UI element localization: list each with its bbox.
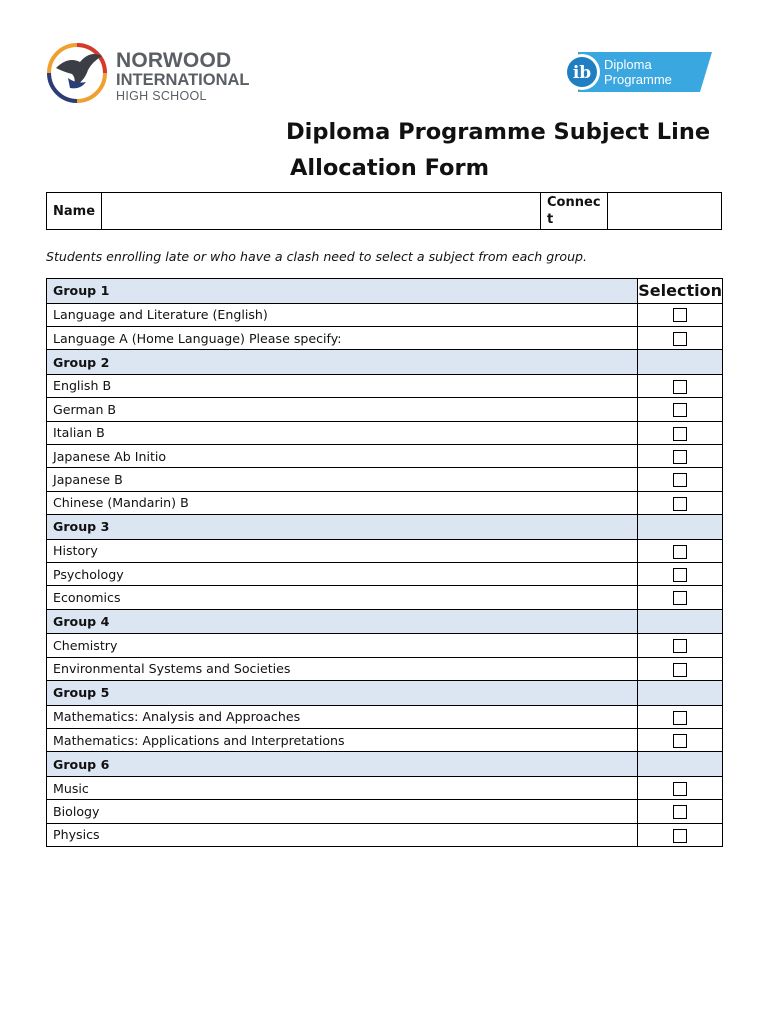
group-name: Group 5 bbox=[47, 681, 638, 706]
school-logo bbox=[46, 42, 256, 106]
selection-cell bbox=[638, 634, 723, 657]
selection-cell bbox=[638, 303, 723, 326]
group-selection-cell bbox=[638, 609, 723, 634]
subject-row bbox=[47, 705, 723, 728]
subject-name: Japanese Ab Initio bbox=[47, 444, 638, 467]
group-header-row bbox=[47, 279, 723, 304]
connect-label bbox=[541, 193, 608, 230]
subject-checkbox[interactable] bbox=[673, 663, 687, 677]
subject-row bbox=[47, 728, 723, 751]
subject-checkbox[interactable] bbox=[673, 568, 687, 582]
subject-row bbox=[47, 421, 723, 444]
selection-cell bbox=[638, 326, 723, 349]
selection-cell bbox=[638, 586, 723, 609]
selection-cell bbox=[638, 563, 723, 586]
group-selection-cell bbox=[638, 515, 723, 540]
subject-checkbox[interactable] bbox=[673, 829, 687, 843]
subject-row bbox=[47, 444, 723, 467]
school-name-line3: HIGH SCHOOL bbox=[116, 88, 207, 103]
subject-checkbox[interactable] bbox=[673, 711, 687, 725]
school-name-line1: NORWOOD bbox=[116, 49, 232, 72]
subject-name: Chinese (Mandarin) B bbox=[47, 491, 638, 514]
title-line2: Allocation Form bbox=[290, 155, 490, 181]
group-name: Group 4 bbox=[47, 609, 638, 634]
ib-logo-line2: Programme bbox=[604, 72, 672, 87]
subject-checkbox[interactable] bbox=[673, 308, 687, 322]
subject-name: Biology bbox=[47, 800, 638, 823]
group-header-row bbox=[47, 350, 723, 375]
group-selection-cell bbox=[638, 681, 723, 706]
group-header-row bbox=[47, 681, 723, 706]
subject-checkbox[interactable] bbox=[673, 591, 687, 605]
group-name: Group 6 bbox=[47, 752, 638, 777]
connect-label-line2: t bbox=[547, 212, 554, 227]
selection-cell bbox=[638, 468, 723, 491]
selection-cell bbox=[638, 823, 723, 846]
selection-cell bbox=[638, 374, 723, 397]
school-name-line2: INTERNATIONAL bbox=[116, 71, 250, 89]
selection-cell bbox=[638, 444, 723, 467]
group-header-row bbox=[47, 752, 723, 777]
subject-checkbox[interactable] bbox=[673, 639, 687, 653]
selection-column-header: Selection bbox=[638, 279, 723, 304]
group-name: Group 1 bbox=[47, 279, 638, 304]
subject-selection-table bbox=[46, 278, 723, 847]
subject-checkbox[interactable] bbox=[673, 403, 687, 417]
subject-row bbox=[47, 491, 723, 514]
subject-row bbox=[47, 800, 723, 823]
subject-name: Chemistry bbox=[47, 634, 638, 657]
subject-row bbox=[47, 586, 723, 609]
ib-logo-line1: Diploma bbox=[604, 57, 652, 72]
subject-checkbox[interactable] bbox=[673, 450, 687, 464]
subject-name: Italian B bbox=[47, 421, 638, 444]
name-field[interactable] bbox=[102, 193, 541, 230]
subject-name: Music bbox=[47, 776, 638, 799]
subject-name: Mathematics: Applications and Interpretations bbox=[47, 728, 638, 751]
instructions-text: Students enrolling late or who have a clash need to select a subject from each group. bbox=[46, 249, 588, 264]
subject-name: Psychology bbox=[47, 563, 638, 586]
title-line1: Diploma Programme Subject Line bbox=[286, 119, 711, 145]
subject-row bbox=[47, 398, 723, 421]
selection-cell bbox=[638, 657, 723, 680]
subject-row bbox=[47, 634, 723, 657]
selection-cell bbox=[638, 776, 723, 799]
subject-checkbox[interactable] bbox=[673, 332, 687, 346]
group-selection-cell bbox=[638, 752, 723, 777]
subject-row bbox=[47, 563, 723, 586]
group-selection-cell bbox=[638, 350, 723, 375]
selection-cell bbox=[638, 491, 723, 514]
connect-label-line1: Connec bbox=[547, 195, 601, 210]
subject-name: Environmental Systems and Societies bbox=[47, 657, 638, 680]
name-label: Name bbox=[47, 193, 102, 230]
school-name bbox=[116, 50, 250, 102]
subject-row bbox=[47, 374, 723, 397]
subject-name: Physics bbox=[47, 823, 638, 846]
subject-row bbox=[47, 657, 723, 680]
group-header-row bbox=[47, 515, 723, 540]
subject-name: Mathematics: Analysis and Approaches bbox=[47, 705, 638, 728]
subject-row bbox=[47, 326, 723, 349]
selection-cell bbox=[638, 728, 723, 751]
subject-checkbox[interactable] bbox=[673, 473, 687, 487]
subject-checkbox[interactable] bbox=[673, 427, 687, 441]
subject-checkbox[interactable] bbox=[673, 497, 687, 511]
selection-cell bbox=[638, 800, 723, 823]
subject-name: Language A (Home Language) Please specify: bbox=[47, 326, 638, 349]
subject-row bbox=[47, 468, 723, 491]
connect-field[interactable] bbox=[608, 193, 722, 230]
subject-checkbox[interactable] bbox=[673, 805, 687, 819]
subject-checkbox[interactable] bbox=[673, 545, 687, 559]
subject-row bbox=[47, 539, 723, 562]
subject-row bbox=[47, 303, 723, 326]
subject-checkbox[interactable] bbox=[673, 734, 687, 748]
group-header-row bbox=[47, 609, 723, 634]
subject-row bbox=[47, 776, 723, 799]
name-table bbox=[46, 192, 722, 230]
selection-cell bbox=[638, 705, 723, 728]
eagle-emblem-icon bbox=[46, 42, 108, 104]
subject-checkbox[interactable] bbox=[673, 782, 687, 796]
ib-diploma-logo bbox=[560, 52, 712, 92]
subject-row bbox=[47, 823, 723, 846]
group-name: Group 3 bbox=[47, 515, 638, 540]
subject-name: Economics bbox=[47, 586, 638, 609]
subject-name: Language and Literature (English) bbox=[47, 303, 638, 326]
subject-name: Japanese B bbox=[47, 468, 638, 491]
subject-checkbox[interactable] bbox=[673, 380, 687, 394]
selection-cell bbox=[638, 398, 723, 421]
subject-name: English B bbox=[47, 374, 638, 397]
subject-name: German B bbox=[47, 398, 638, 421]
group-name: Group 2 bbox=[47, 350, 638, 375]
subject-name: History bbox=[47, 539, 638, 562]
page-title bbox=[286, 114, 710, 186]
ib-mark-text: ib bbox=[572, 63, 592, 83]
selection-cell bbox=[638, 421, 723, 444]
selection-cell bbox=[638, 539, 723, 562]
